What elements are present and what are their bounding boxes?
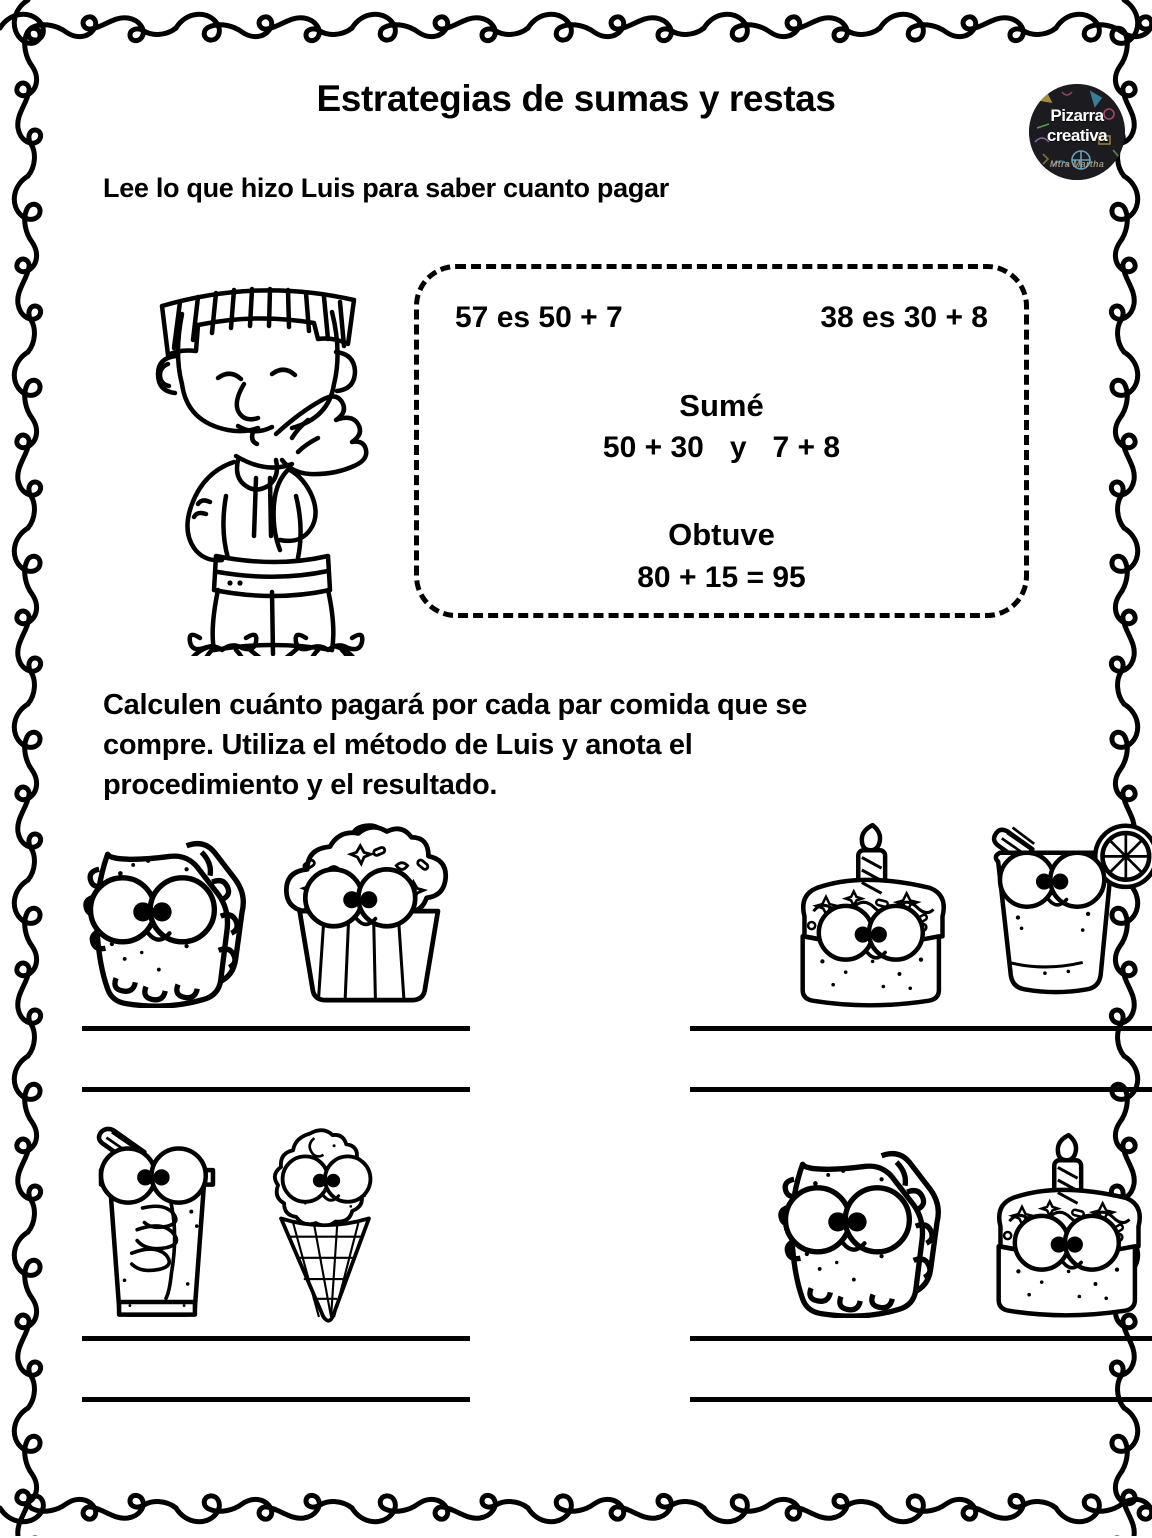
logo-subtitle: Mtra Martha — [1049, 159, 1105, 169]
logo-line-2: creativa — [1046, 126, 1108, 145]
sume-row — [419, 431, 1024, 465]
sume-left: 50 + 30 — [602, 431, 704, 464]
pizarra-creativa-logo — [1029, 84, 1125, 180]
sume-conjunction: y — [729, 431, 747, 464]
thinking-boy-illustration — [140, 256, 380, 656]
task-instructions — [103, 685, 1033, 805]
food-pair — [690, 1115, 1152, 1330]
decomposition-row — [419, 301, 1024, 335]
sandwich-icon — [82, 818, 257, 1008]
answer-line[interactable] — [690, 1026, 1152, 1031]
exercise-item — [82, 1115, 552, 1458]
food-pair — [82, 805, 552, 1020]
answer-lines — [690, 1026, 1152, 1092]
birthday-cake-icon — [970, 1128, 1152, 1318]
example-method-box — [414, 264, 1029, 618]
border-bottom-swirl — [0, 1486, 1152, 1538]
answer-line[interactable] — [82, 1397, 470, 1402]
decomposition-left: 57 es 50 + 7 — [455, 301, 623, 334]
answer-line[interactable] — [690, 1397, 1152, 1402]
sume-right: 7 + 8 — [772, 431, 841, 464]
ice-cream-cone-icon — [250, 1123, 400, 1323]
answer-lines — [82, 1336, 552, 1402]
logo-line-1: Pizarra — [1050, 106, 1104, 125]
answer-line[interactable] — [690, 1336, 1152, 1341]
obtuve-label: Obtuve — [668, 517, 775, 552]
answer-line[interactable] — [82, 1336, 470, 1341]
exercise-item — [690, 805, 1152, 1148]
border-left-swirl — [0, 0, 50, 1536]
border-top-swirl — [0, 0, 1152, 50]
cupcake-icon — [275, 818, 455, 1008]
food-pair — [82, 1115, 552, 1330]
answer-line[interactable] — [82, 1026, 470, 1031]
answer-line[interactable] — [690, 1087, 1152, 1092]
exercise-item — [82, 805, 552, 1148]
birthday-cake-icon — [774, 818, 964, 1008]
exercise-item — [690, 1115, 1152, 1458]
soda-cup-icon — [82, 1125, 232, 1320]
task-line-3: procedimiento y el resultado. — [103, 769, 498, 801]
food-pair — [690, 805, 1152, 1020]
lemonade-glass-icon — [982, 818, 1152, 1008]
answer-lines — [82, 1026, 552, 1092]
task-line-2: compre. Utiliza el método de Luis y anota el — [103, 729, 693, 761]
answer-line[interactable] — [82, 1087, 470, 1092]
task-line-1: Calculen cuánto pagará por cada par comida que se — [103, 689, 808, 721]
sandwich-icon — [777, 1128, 952, 1318]
page-title: Estrategias de sumas y restas — [316, 78, 836, 119]
intro-instruction: Lee lo que hizo Luis para saber cuanto pagar — [103, 173, 669, 203]
decomposition-right: 38 es 30 + 8 — [820, 301, 988, 334]
logo-title — [1029, 106, 1125, 146]
answer-lines — [690, 1336, 1152, 1402]
sume-label: Sumé — [679, 388, 764, 423]
obtuve-result: 80 + 15 = 95 — [637, 561, 806, 594]
